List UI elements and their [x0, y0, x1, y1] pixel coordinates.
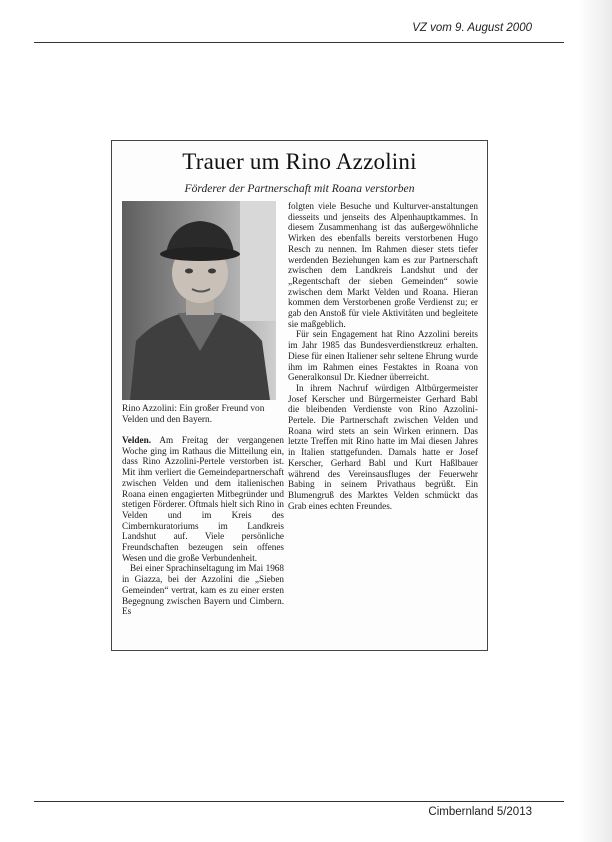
scan-edge-shadow [578, 0, 612, 842]
bottom-divider [34, 801, 564, 802]
article-paragraph: folgten viele Besuche und Kulturver-anstaltungen diesseits und jenseits des Alpenhauptkammes. In diesem Zusammenhang ist das außergewöhnliche Wirken des ebenfalls bereits verstorbenen Hugo Resch zu nennen. Im Rahmen dieser stets tiefer werdenden Beziehungen kam es zur Partnerschaft zwischen dem Landkreis Landshut und der „Regentschaft der sieben Gemeinden“ sowie zwischen dem Markt Velden und Roana. Hieran kommen dem Verstorbenen große Verdienst zu; er gab den Anstoß für viele Aktivitäten und begleitete sie maßgeblich. [288, 201, 478, 329]
article-paragraph-text: Am Freitag der vergangenen Woche ging im Rathaus die Mitteilung ein, dass Rino Azzolini-Pertele verstorben ist. Mit ihm verliert die Gemeindepartnerschaft zwischen Velden und dem italienischen Roana einen engagierten Mitbegründer und stetigen Förderer. Oftmals hielt sich Rino in Velden und im Kreis des Cimbernkuratoriums im Landkreis Landshut auf. Viele persönliche Freundschaften bezeugen sein offenes Wesen und die große Verbundenheit. [122, 435, 284, 563]
portrait-photo [122, 201, 276, 400]
top-divider [34, 42, 564, 43]
article-column-left [122, 435, 284, 617]
newspaper-clipping [111, 140, 488, 651]
article-column-right [288, 201, 478, 511]
article-paragraph: Bei einer Sprachinseltagung im Mai 1968 in Giazza, bei der Azzolini die „Sieben Gemeinden“ vertrat, kam es zu einer ersten Begegnung zwischen Bayern und Cimbern. Es [122, 563, 284, 617]
article-paragraph: In ihrem Nachruf würdigen Altbürgermeister Josef Kerscher und Bürgermeister Gerhard Babl die bleibenden Verdienste von Rino Azzolini-Pertele. Die Partnerschaft zwischen Velden und Roana wird stets an sein Wirken erinnern. Das letzte Treffen mit Rino hatte im Mai diesen Jahres in Italien stattgefunden. Damals hatte er Josef Kerscher, Gerhard Babl und Kurt Haßlbauer während des Vereinsausfluges der Feuerwehr Babing in seinem Privathaus begrüßt. Ein Blumengruß des Marktes Velden schmückt das Grab eines echten Freundes. [288, 382, 478, 511]
article-headline: Trauer um Rino Azzolini [182, 149, 417, 174]
newspaper-source-date: VZ vom 9. August 2000 [412, 22, 532, 34]
publication-issue: Cimbernland 5/2013 [428, 806, 532, 818]
article-paragraph: Für sein Engagement hat Rino Azzolini bereits im Jahr 1985 das Bundesverdienstkreuz erhalten. Diese für einen Italiener sehr seltene Ehrung wurde ihm im Rahmen eines Festaktes in Roana von Generalkonsul Dr. Kiedner überreicht. [288, 329, 478, 383]
article-dateline: Velden. [122, 435, 152, 445]
portrait-photo-graphic [122, 201, 276, 400]
article-subhead: Förderer der Partnerschaft mit Roana verstorben [184, 182, 415, 195]
photo-caption: Rino Azzolini: Ein großer Freund von Velden und den Bayern. [122, 404, 265, 425]
article-paragraph [122, 435, 284, 563]
